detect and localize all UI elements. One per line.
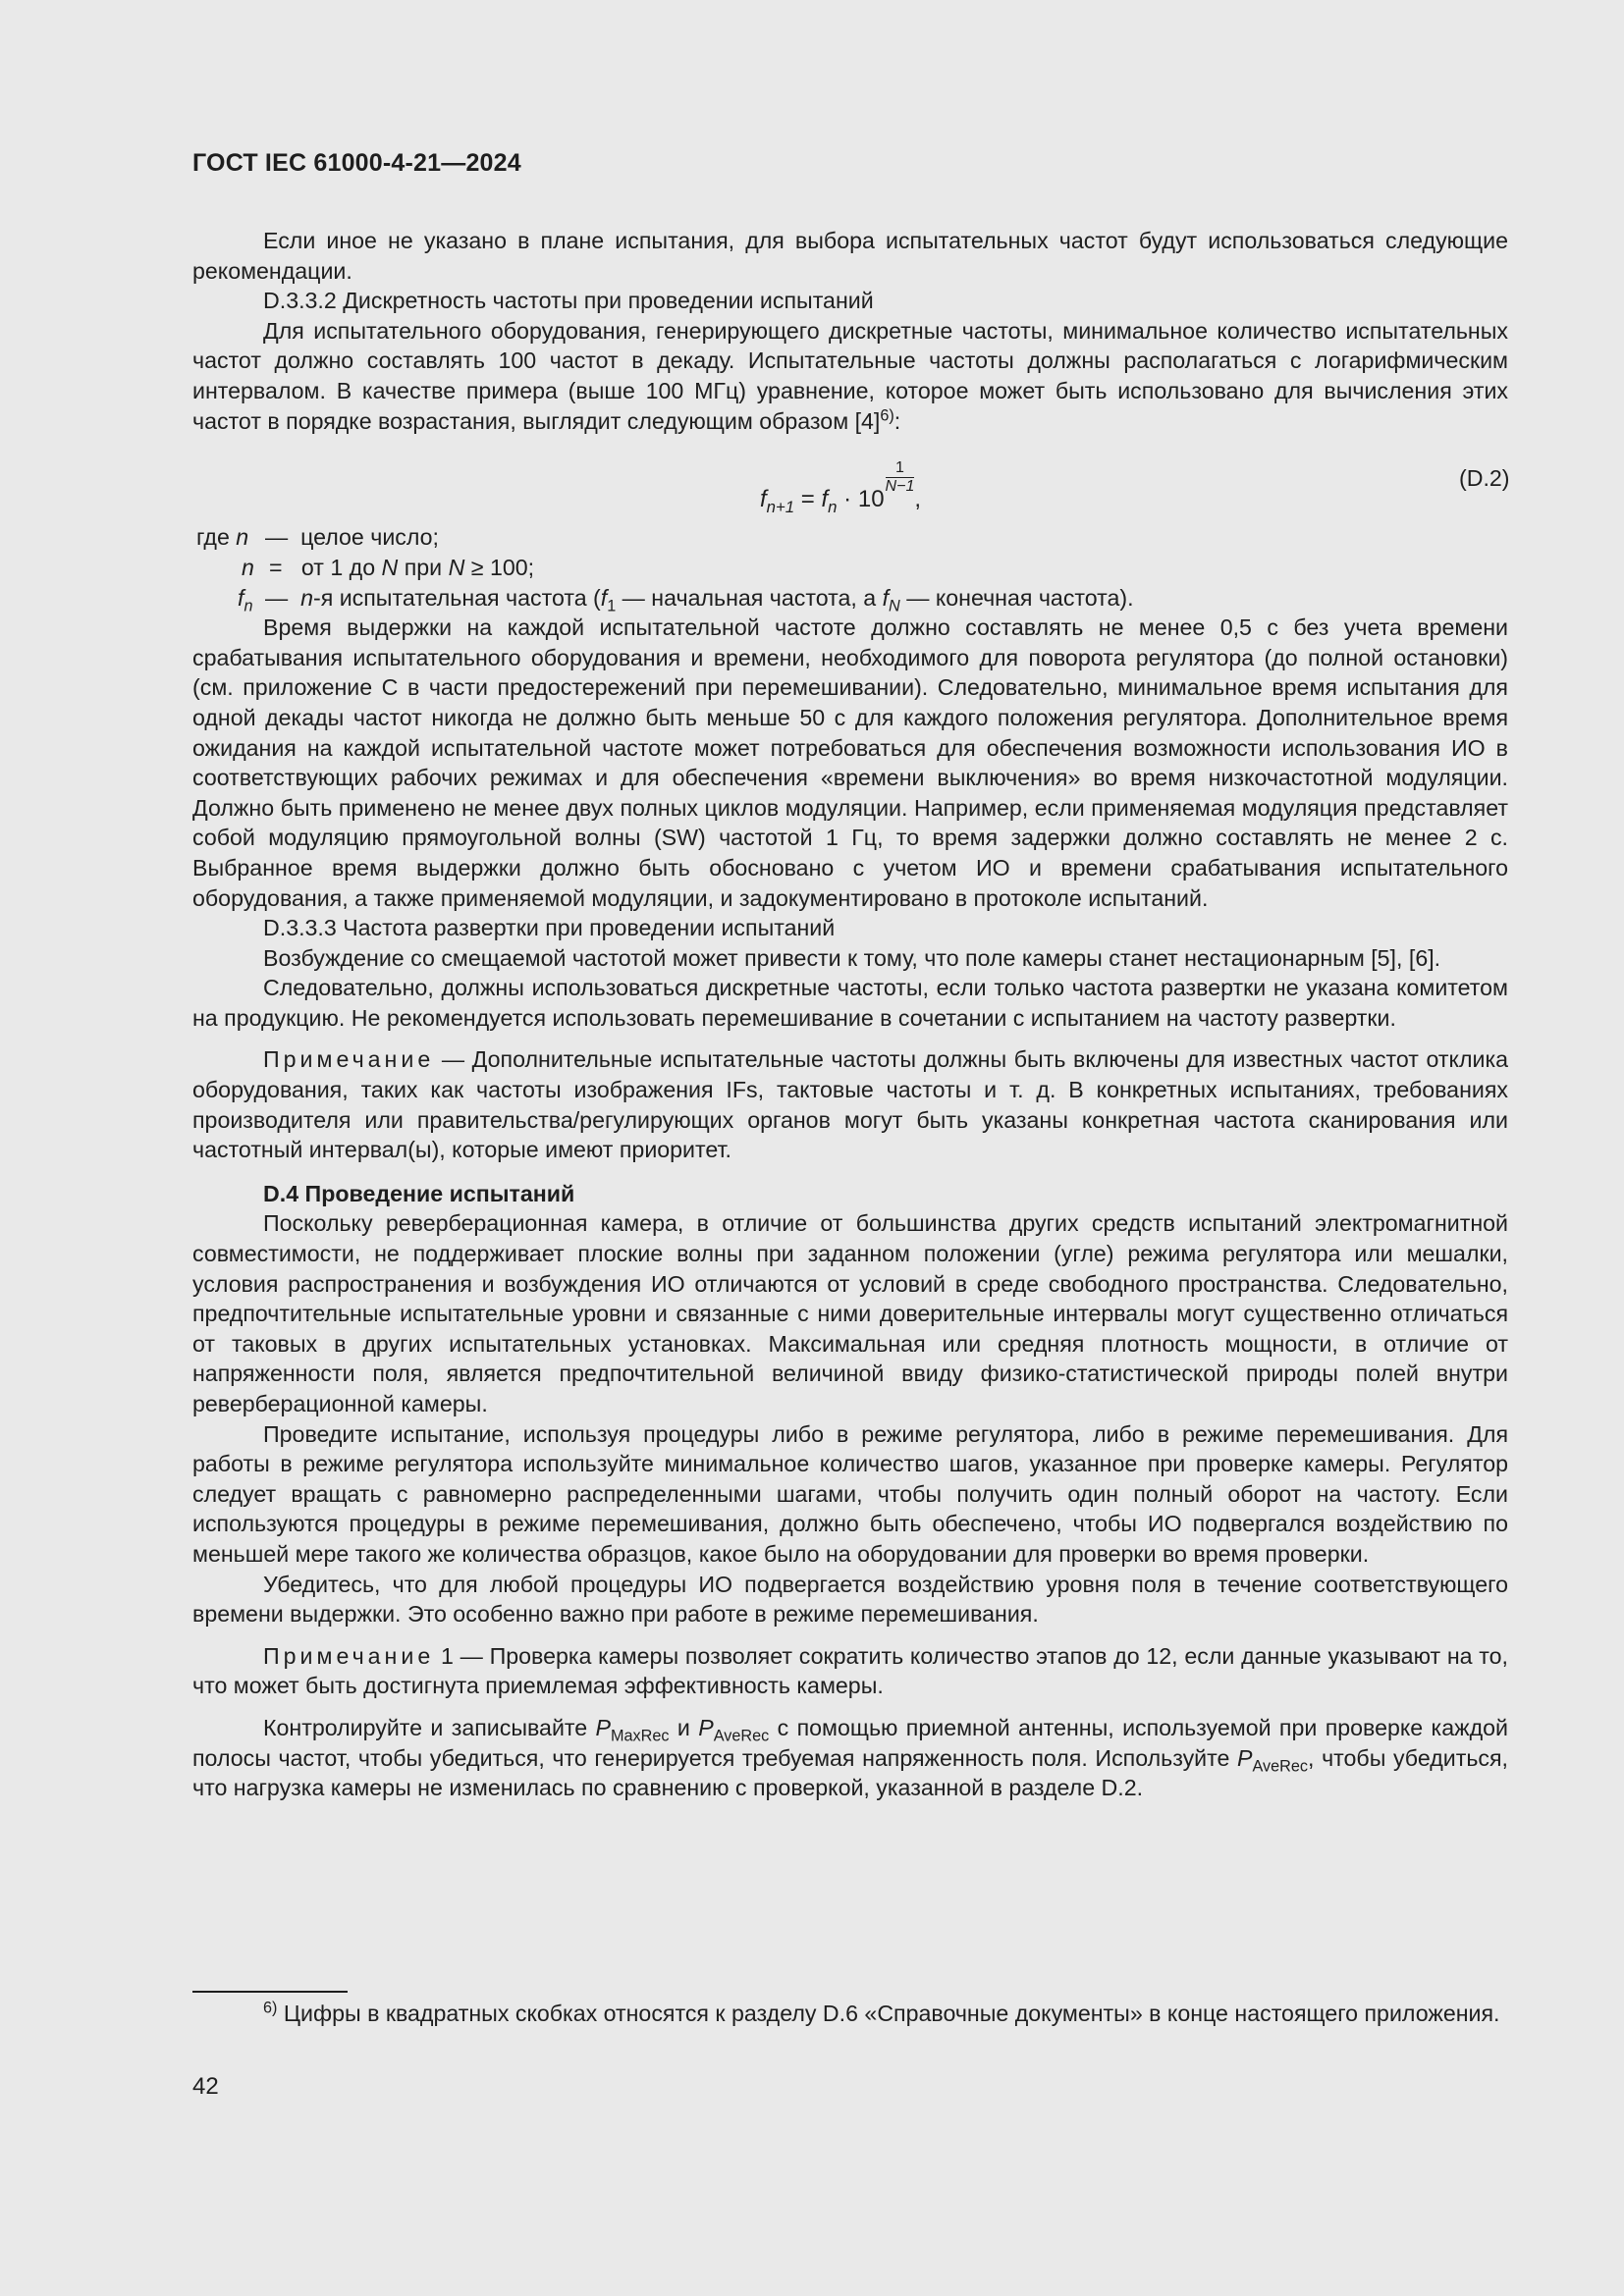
legend-row-n-range: n [242,555,254,581]
formula-expression: $f_{n+1} = f_n \cdot 10$ $\frac{1}{N-1}$ , [760,459,922,516]
document-header: ГОСТ IEC 61000-4-21—2024 [192,149,521,177]
paragraph-monitor-record: Контролируйте и записывайте $P_{MaxRec}$ и $P_{AveRec}$ с помощью приемной антенны, используемой при проверке каждой полосы частот, чтобы убедиться, что генерируется требуемая напряженность поля. Используйте $P_{AveRec}$, чтобы убедиться, что нагрузка камеры не изменилась по сравнению с проверкой, указанной в разделе D.2. [192,1714,1508,1801]
section-heading-d332: D.3.3.2 Дискретность частоты при проведении испытаний [263,288,874,314]
footnote-separator [192,1991,348,1993]
paragraph-dwell-time: Время выдержки на каждой испытательной частоте должно составлять не менее 0,5 с без учета времени срабатывания испытательного оборудования и времени, необходимого для поворота регулятора (до полной остановки) (см. приложение С в части предостережений при перемешивании). Следовательно, минимальное время испытания для одной декады частот никогда не должно быть меньше 50 с для каждого положения регулятора. Дополнительное время ожидания на каждой испытательной частоте может потребоваться для обеспечения возможности использования ИО в соответствующих рабочих режимах и для обеспечения «времени выключения» во время низкочастотной модуляции. Должно быть применено не менее двух полных циклов модуляции. Например, если применяемая модуляция представляет собой модуляцию прямоугольной волны (SW) частотой 1 Гц, то время задержки должно составлять не менее 2 с. Выбранное время выдержки должно быть обосновано с учетом ИО и времени срабатывания испытательного оборудования, а также применяемой модуляции, и задокументировано в протоколе испытаний. [192,614,1508,911]
section-heading-d4: D.4 Проведение испытаний [263,1180,575,1206]
main-content [192,226,1508,1803]
paragraph-swept-excitation: Возбуждение со смещаемой частотой может привести к тому, что поле камеры станет нестационарным [5], [6]. [263,944,1441,971]
paragraph-discrete-frequencies: Для испытательного оборудования, генерирующего дискретные частоты, минимальное количество испытательных частот должно составлять 100 частот в декаду. Испытательные частоты должны располагаться с логарифмическим интервалом. В качестве примера (выше 100 МГц) уравнение, которое может быть использовано для вычисления этих частот в порядке возрастания, выглядит следующим образом $[4]^{6)}$: [192,317,1508,434]
legend-row-fn: $f_n$ [238,585,253,615]
note-chamber-validation: Примечание 1 — Проверка камеры позволяет сократить количество этапов до 12, если данные указывают на то, что может быть достигнута приемлемая эффективность камеры. [192,1642,1508,1699]
formula-number: (D.2) [1459,465,1510,492]
paragraph-field-exposure: Убедитесь, что для любой процедуры ИО подвергается воздействию уровня поля в течение соответствующего времени выдержки. Это особенно важно при работе в режиме перемешивания. [192,1571,1508,1628]
formula-d2 [192,438,1508,522]
formula-legend [192,522,1508,613]
formula-exponent: $\frac{1}{N-1}$ [885,459,915,496]
legend-row-n-dash: — целое число; [265,524,440,551]
page-number: 42 [192,2073,219,2100]
paragraph-reverberation: Поскольку реверберационная камера, в отличие от большинства других средств испытаний электромагнитной совместимости, не поддерживает плоские волны при заданном положении (угле) режима регулятора или мешалки, условия распространения и возбуждения ИО отличаются от условий в среде свободного пространства. Следовательно, предпочтительные испытательные уровни и связанные с ними доверительные интервалы могут существенно отличаться от таковых в других испытательных установках. Максимальная или средняя плотность мощности, в отличие от напряженности поля, является предпочтительной величиной ввиду физико-статистической природы полей внутри реверберационной камеры. [192,1210,1508,1416]
legend-row-n: где n [196,524,249,551]
section-heading-d333: D.3.3.3 Частота развертки при проведении испытаний [263,915,836,941]
footnote: $^{6)}$ Цифры в квадратных скобках относятся к разделу D.6 «Справочные документы» в конце настоящего приложения. [263,1999,1500,2026]
legend-row-fn-text: — n-я испытательная частота ($f_1$ — начальная частота, а $f_N$ — конечная частота). [265,585,1134,615]
note-additional-frequencies: Примечание — Дополнительные испытательные частоты должны быть включены для известных частот отклика оборудования, таких как частоты изображения IFs, тактовые частоты и т. д. В конкретных испытаниях, требованиях производителя или правительства/регулирующих органов могут быть указаны конкретная частота сканирования или частотный интервал(ы), которые имеют приоритет. [192,1046,1508,1163]
legend-row-n-range-text: = от 1 до N при N ≥ 100; [269,555,535,581]
intro-paragraph: Если иное не указано в плане испытания, для выбора испытательных частот будут использоваться следующие рекомендации. [192,228,1508,284]
paragraph-test-procedure: Проведите испытание, используя процедуры либо в режиме регулятора, либо в режиме перемешивания. Для работы в режиме регулятора используйте минимальное количество шагов, указанное при проверке камеры. Регулятор следует вращать с равномерно распределенными шагами, чтобы получить один полный оборот на частоту. Если используются процедуры в режиме перемешивания, должно быть обеспечено, чтобы ИО подвергался воздействию по меньшей мере такого же количества образцов, какое было на оборудовании для проверки во время проверки. [192,1420,1508,1567]
paragraph-discrete-use: Следовательно, должны использоваться дискретные частоты, если только частота развертки не указана комитетом на продукцию. Не рекомендуется использовать перемешивание в сочетании с испытанием на частоту развертки. [192,975,1508,1031]
